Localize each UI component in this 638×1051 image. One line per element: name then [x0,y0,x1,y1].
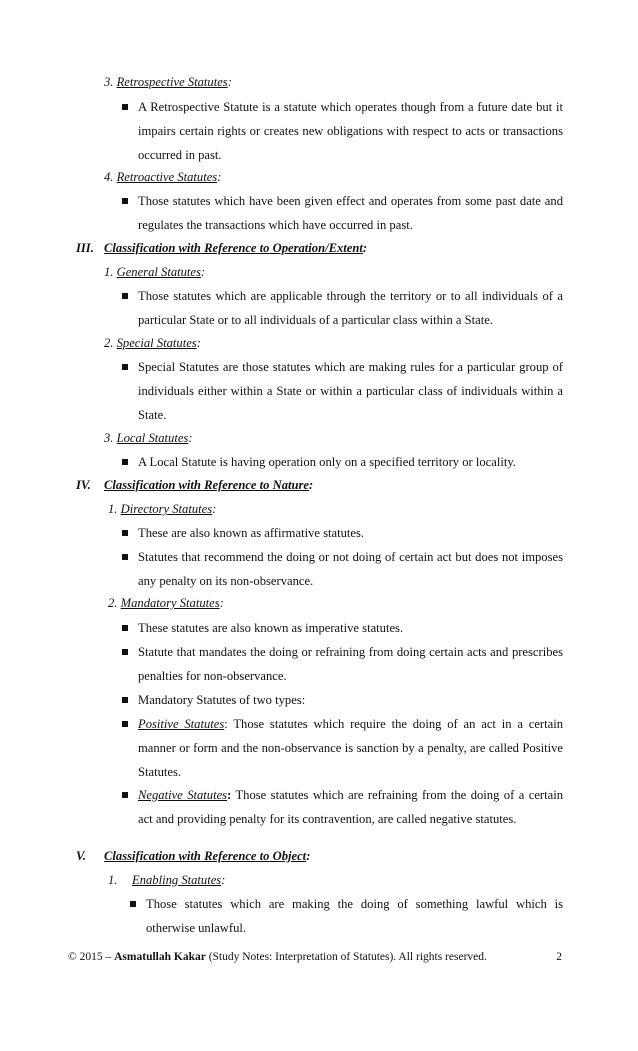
bullet-positive-statutes: Positive Statutes: Those statutes which require the doing of an act in a certain manner or form and the non-observance is sanction by a penalty, are called Positive Statutes. [122,712,563,784]
footer-copyright: © 2015 – [68,951,115,963]
bullet-square-icon [122,792,128,798]
bullet-directory-2: Statutes that recommend the doing or not doing of certain act but does not imposes any penalty on its non-observance. [122,545,563,593]
footer-author: Asmatullah Kakar [114,951,206,963]
heading-directory: 1. Directory Statutes: [108,502,217,516]
bullet-mandatory-3: Mandatory Statutes of two types: [122,688,563,712]
bullet-square-icon [122,364,128,370]
heading-mandatory: 2. Mandatory Statutes: [108,596,224,610]
heading-local: 3. Local Statutes: [104,431,193,445]
heading-general: 1. General Statutes: [104,265,206,279]
bullet-retroactive: Those statutes which have been given effect and operates from some past date and regulates the transactions which have occurred in past. [122,189,563,237]
bullet-mandatory-2: Statute that mandates the doing or refraining from doing certain acts and prescribes penalties for non-observance. [122,640,563,688]
bullet-square-icon [122,459,128,465]
bullet-square-icon [122,697,128,703]
bullet-special: Special Statutes are those statutes which are making rules for a particular group of individuals either within a State or within a particular class of individuals within a State. [122,355,563,427]
bullet-square-icon [122,625,128,631]
section-heading-iii: III. Classification with Reference to Operation/Extent: [76,241,368,255]
page-footer [68,951,562,963]
bullet-retrospective: A Retrospective Statute is a statute which operates though from a future date but it impairs certain rights or creates new obligations with respect to acts or transactions occurred in past. [122,95,563,167]
footer-rights: (Study Notes: Interpretation of Statutes). All rights reserved. [205,951,487,963]
bullet-enabling: Those statutes which are making the doing of something lawful which is otherwise unlawful. [130,892,563,940]
section-heading-v: V. Classification with Reference to Object: [76,849,311,863]
bullet-square-icon [122,198,128,204]
bullet-square-icon [122,721,128,727]
bullet-square-icon [122,554,128,560]
section-heading-iv: IV. Classification with Reference to Nature: [76,478,314,492]
page-number: 2 [556,951,562,963]
bullet-square-icon [122,530,128,536]
heading-special: 2. Special Statutes: [104,336,201,350]
bullet-square-icon [122,104,128,110]
bullet-negative-statutes: Negative Statutes: Those statutes which are refraining from the doing of a certain act and providing penalty for its contravention, are called negative statutes. [122,783,563,831]
bullet-square-icon [122,293,128,299]
heading-retrospective: 3. Retrospective Statutes: [104,75,232,89]
bullet-directory-1: These are also known as affirmative statutes. [122,521,563,545]
bullet-square-icon [122,649,128,655]
bullet-square-icon [130,901,136,907]
bullet-local: A Local Statute is having operation only on a specified territory or locality. [122,450,563,474]
bullet-mandatory-1: These statutes are also known as imperative statutes. [122,616,563,640]
bullet-general: Those statutes which are applicable through the territory or to all individuals of a particular State or to all individuals of a particular class within a State. [122,284,563,332]
heading-retroactive: 4. Retroactive Statutes: [104,170,222,184]
heading-enabling: 1. Enabling Statutes: [108,873,226,887]
